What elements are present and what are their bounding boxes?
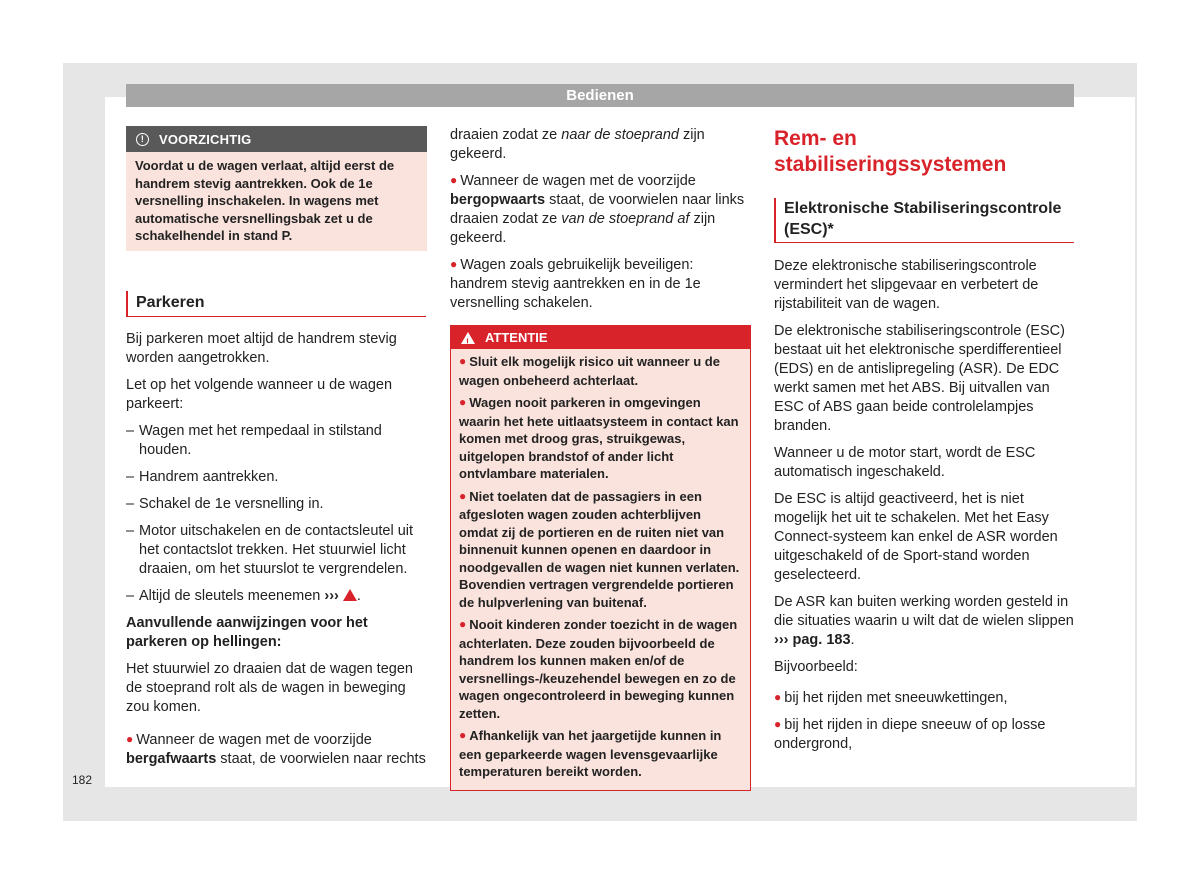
paragraph: Bij parkeren moet altijd de handrem stevig worden aangetrokken. [126,330,397,366]
bullet-item: ● Wanneer de wagen met de voorzijde bergopwaarts staat, de voorwielen naar links draaien zodat ze van de stoeprand af zijn gekeerd. [450,173,745,246]
warning-triangle-icon[interactable] [343,589,357,601]
bullet-icon: ● [126,731,134,746]
bullet-icon: ● [450,257,458,271]
bullet-item: ● Wagen zoals gebruikelijk beveiligen: handrem stevig aantrekken en in de 1e versnelling schakelen. [450,257,701,311]
page-margin-strip [63,97,105,787]
attention-title: ATTENTIE [485,330,548,345]
caution-text: Voordat u de wagen verlaat, altijd eerst de handrem stevig aantrekken. Ook de 1e versnelling inschakelen. In wagens met automatische versnellingsbak zet u de schakelhendel in stand P. [135,158,395,243]
paragraph: Bijvoorbeeld: [774,659,858,675]
list-item: – Handrem aantrekken. [126,468,426,487]
subsection-title-esc: Elektronische Stabiliseringscontrole (ESC)* [774,198,1074,243]
caution-box [126,126,427,251]
bullet-icon: ● [774,717,782,731]
paragraph: Deze elektronische stabiliseringscontrole vermindert het slipgevaar en verbetert de rijstabiliteit van de wagen. [774,258,1039,312]
bullet-item: ● Wanneer de wagen met de voorzijde bergafwaarts staat, de voorwielen naar rechts [126,731,426,767]
attention-item: ● Wagen nooit parkeren in omgevingen waarin het hete uitlaatsysteem in contact kan komen met droog gras, struikgewas, uitgelopen brandstof of ander licht ontvlambare materialen. [459,395,739,481]
paragraph: De ESC is altijd geactiveerd, het is niet mogelijk het uit te schakelen. Met het Easy Connect-systeem kan enkel de ASR worden uitgeschakeld of de Sport-stand worden geselecteerd. [774,491,1058,583]
list-item: – Altijd de sleutels meenemen ››› . [126,587,426,606]
list-item: – Motor uitschakelen en de contactsleutel uit het contactslot trekken. Het stuurwiel licht draaien, om het stuurslot te vergrendelen. [126,522,426,579]
caution-title: VOORZICHTIG [159,131,252,147]
column-right [774,126,1074,762]
list-item: – Schakel de 1e versnelling in. [126,495,426,514]
section-title-parkeren: Parkeren [126,291,426,317]
attention-item: ● Afhankelijk van het jaargetijde kunnen in een geparkeerde wagen levensgevaarlijke temperaturen bereikt worden. [459,728,722,779]
bullet-icon: ● [450,173,458,187]
attention-item: ● Niet toelaten dat de passagiers in een afgesloten wagen zouden achterblijven omdat zij de portieren en de ruiten niet van binnenuit kunnen openen en daardoor in noodgevallen de wagen niet kunnen verlaten. Bovendien vertragen vergrendelde portieren de hulpverlening van buitenaf. [459,488,740,610]
list-item: – Wagen met het rempedaal in stilstand houden. [126,422,426,460]
chapter-header: Bedienen [126,84,1074,107]
paragraph: Het stuurwiel zo draaien dat de wagen tegen de stoeprand rolt als de wagen in beweging zou komen. [126,660,413,715]
page-reference-link[interactable]: ››› pag. 183 [774,632,851,648]
attention-text [451,349,750,790]
bullet-item: ● bij het rijden met sneeuwkettingen, [774,690,1008,706]
bullet-item: ● bij het rijden in diepe sneeuw of op losse ondergrond, [774,717,1046,752]
subheading-hellingen: Aanvullende aanwijzingen voor het parkeren op hellingen: [126,614,368,650]
parking-steps-list [126,422,426,606]
attention-header [451,326,750,349]
section-title-rem: Rem- en stabiliseringssystemen [774,127,1007,176]
bullet-icon: ● [459,488,467,503]
paragraph: De elektronische stabiliseringscontrole (ESC) bestaat uit het elektronische sperdifferentieel (EDS) en de antislipregeling (ASR). De EDC werkt samen met het ABS. Bij uitvallen van ESC of ABS gaan beide controlelampjes branden. [774,323,1065,434]
bullet-continuation: draaien zodat ze naar de stoeprand zijn gekeerd. [450,127,705,162]
paragraph: Wanneer u de motor start, wordt de ESC automatisch ingeschakeld. [774,445,1036,480]
column-left [126,126,426,777]
cross-ref-arrows[interactable]: ››› [324,587,339,604]
exclamation-circle-icon: ! [136,133,149,146]
bullet-icon: ● [459,617,467,631]
attention-item: ● Nooit kinderen zonder toezicht in de wagen achterlaten. Deze zouden bijvoorbeeld de handrem los kunnen maken en/of de versnellings-/keuzehendel bewegen en zo de wagen ongecontroleerd in beweging kunnen zetten. [459,617,738,721]
paragraph: De ASR kan buiten werking worden gesteld in die situaties waarin u wilt dat de wielen slippen ››› pag. 183. [774,594,1074,648]
bullet-icon: ● [774,690,782,704]
page-number: 182 [72,773,93,787]
caution-header [126,126,427,152]
bullet-icon: ● [459,728,467,742]
attention-box [450,325,751,791]
column-middle [450,126,750,791]
warning-triangle-icon [461,332,475,344]
bullet-icon: ● [459,354,467,368]
paragraph: Let op het volgende wanneer u de wagen parkeert: [126,376,393,412]
list-item-text: Altijd de sleutels meenemen [139,587,321,604]
bullet-icon: ● [459,395,467,409]
attention-item: ● Sluit elk mogelijk risico uit wanneer u de wagen onbeheerd achterlaat. [459,354,720,388]
